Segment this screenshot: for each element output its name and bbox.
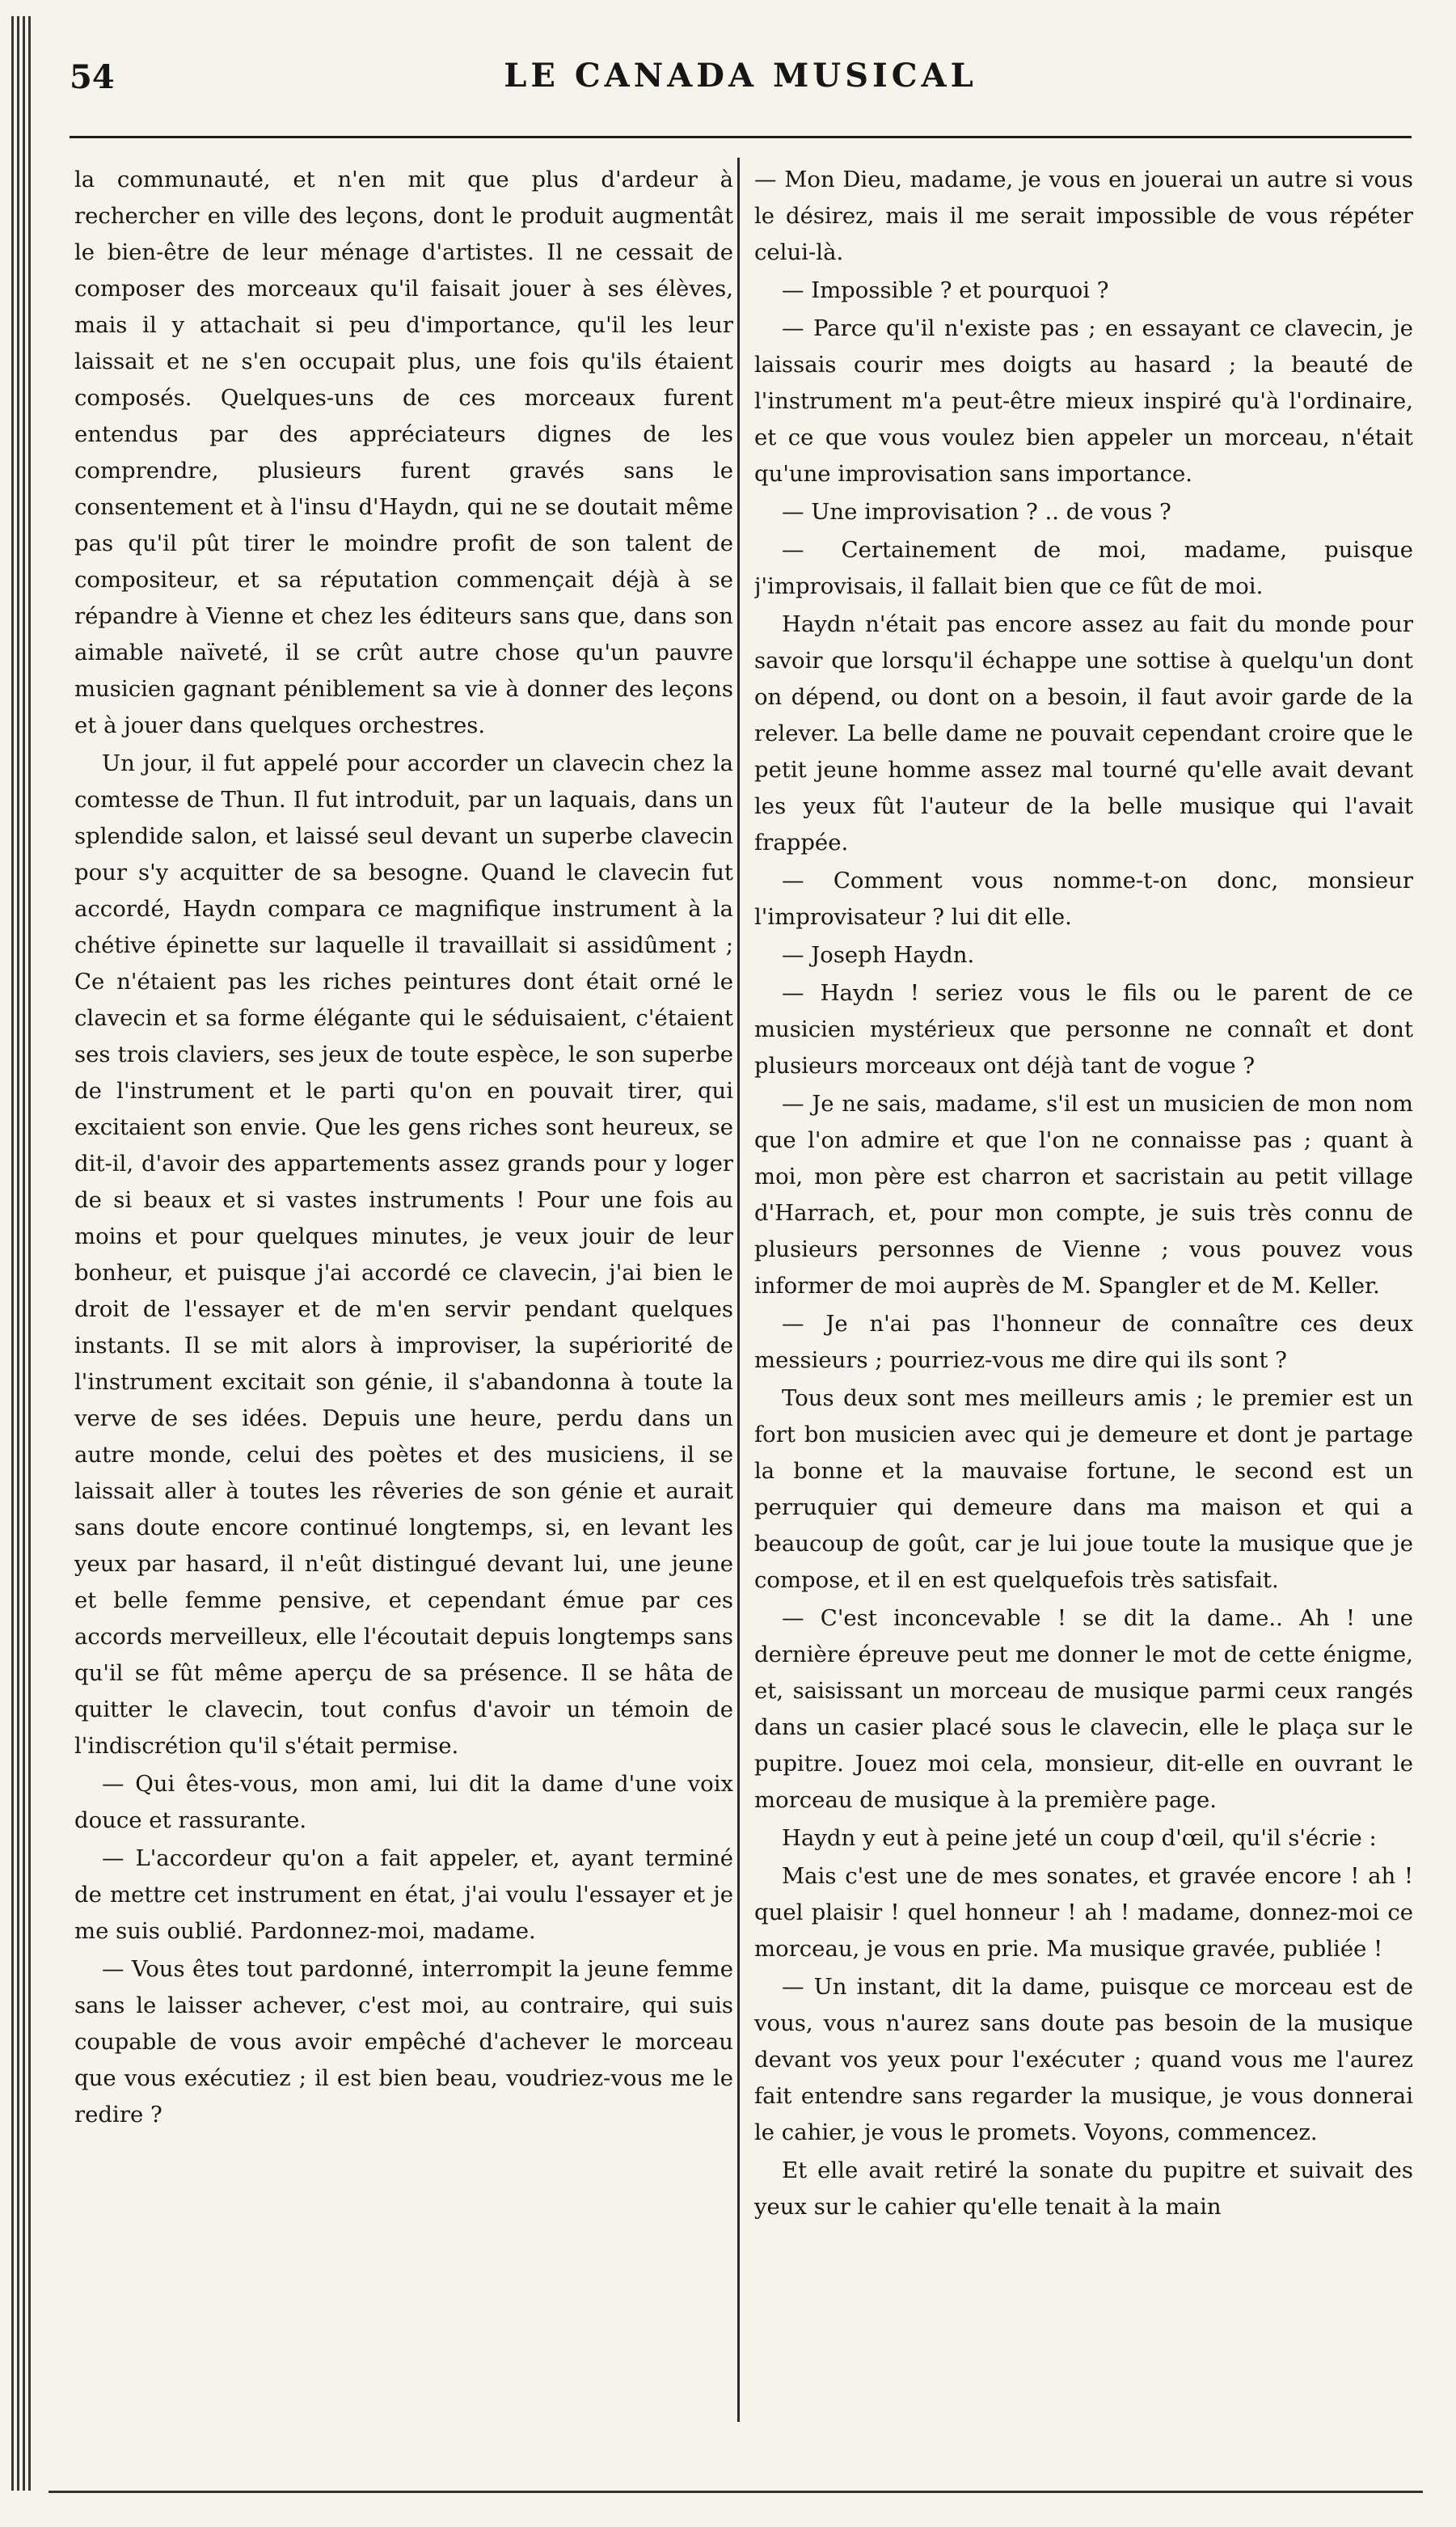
paragraph: Un jour, il fut appelé pour accorder un clavecin chez la comtesse de Thun. Il fut introduit, par un laquais, dans un splendide salon, et laissé seul devant un superbe clavecin pour s'y acquitter de sa besogne. Quand le clavecin fut accordé, Haydn compara ce magnifique instrument à la chétive épinette sur laquelle il travaillait si assidûment ; Ce n'étaient pas les riches peintures dont était orné le clavecin et sa forme élégante qui le séduisaient, c'étaient ses trois claviers, ses jeux de toute espèce, le son superbe de l'instrument et le parti qu'on en pouvait tirer, qui excitaient son envie. Que les gens riches sont heureux, se dit-il, d'avoir des appartements assez grands pour y loger de si beaux et si vastes instruments ! Pour une fois au moins et pour quelques minutes, je veux jouir de leur bonheur, et puisque j'ai accordé ce clavecin, j'ai bien le droit de l'essayer et de m'en servir pendant quelques instants. Il se mit alors à improviser, la supériorité de l'instrument excitait son génie, il s'abandonna à toute la verve de ses idées. Depuis une heure, perdu dans un autre monde, celui des poètes et des musiciens, il se laissait aller à toutes les rêveries de son génie et aurait sans doute encore continué longtemps, si, en levant les yeux par hasard, il n'eût distingué devant lui, une jeune et belle femme pensive, et cependant émue par ces accords merveilleux, elle l'écoutait depuis longtemps sans qu'il se fût même aperçu de sa présence. Il se hâta de quitter le clavecin, tout confus d'avoir un témoin de l'indiscrétion qu'il s'était permise. bbox=[74, 750, 733, 1759]
paragraph: — Je ne sais, madame, s'il est un musicien de mon nom que l'on admire et que l'on ne connaisse pas ; quant à moi, mon père est charron et sacristain au petit village d'Harrach, et, pour mon compte, je suis très connu de plusieurs personnes de Vienne ; vous pouvez vous informer de moi auprès de M. Spangler et de M. Keller. bbox=[754, 1091, 1413, 1299]
header-rule bbox=[70, 136, 1412, 138]
page-number: 54 bbox=[70, 58, 115, 96]
paragraph: — Parce qu'il n'existe pas ; en essayant ce clavecin, je laissais courir mes doigts au hasard ; la beauté de l'instrument m'a peut-être mieux inspiré qu'à l'ordinaire, et ce que vous voulez bien appeler un morceau, n'était qu'une improvisation sans importance. bbox=[754, 315, 1413, 487]
paragraph: — Une improvisation ? .. de vous ? bbox=[782, 499, 1171, 525]
paragraph: — L'accordeur qu'on a fait appeler, et, ayant terminé de mettre cet instrument en état, j'ai voulu l'essayer et je me suis oublié. Pardonnez-moi, madame. bbox=[74, 1845, 733, 1944]
page-header bbox=[70, 50, 1412, 115]
paragraph: — Mon Dieu, madame, je vous en jouerai un autre si vous le désirez, mais il me serait impossible de vous répéter celui-là. bbox=[754, 167, 1413, 265]
paragraph: Haydn y eut à peine jeté un coup d'œil, qu'il s'écrie : bbox=[782, 1825, 1377, 1851]
paragraph: Mais c'est une de mes sonates, et gravée encore ! ah ! quel plaisir ! quel honneur ! ah ! madame, donnez-moi ce morceau, je vous en prie. Ma musique gravée, publiée ! bbox=[754, 1863, 1413, 1962]
paragraph: — Certainement de moi, madame, puisque j'improvisais, il fallait bien que ce fût de moi. bbox=[754, 537, 1413, 599]
paragraph: — C'est inconcevable ! se dit la dame.. Ah ! une dernière épreuve peut me donner le mot de cette énigme, et, saisissant un morceau de musique parmi ceux rangés dans un casier placé sous le clavecin, elle le plaça sur le pupitre. Jouez moi cela, monsieur, dit-elle en ouvrant le morceau de musique à la première page. bbox=[754, 1605, 1413, 1813]
running-title: LE CANADA MUSICAL bbox=[504, 57, 977, 95]
right-column bbox=[754, 162, 1413, 2345]
paragraph: Haydn n'était pas encore assez au fait du monde pour savoir que lorsqu'il échappe une sottise à quelqu'un dont on dépend, ou dont on a besoin, il faut avoir garde de la relever. La belle dame ne pouvait cependant croire que le petit jeune homme assez mal tourné qu'elle avait devant les yeux fût l'auteur de la belle musique qui l'avait frappée. bbox=[754, 611, 1413, 856]
footer-rule bbox=[49, 2491, 1423, 2493]
column-divider bbox=[737, 158, 740, 2422]
paragraph: Tous deux sont mes meilleurs amis ; le premier est un fort bon musicien avec qui je demeure et dont je partage la bonne et la mauvaise fortune, le second est un perruquier qui demeure dans ma maison et qui a beaucoup de goût, car je lui joue toute la musique que je compose, et il en est quelquefois très satisfait. bbox=[754, 1385, 1413, 1593]
paragraph: — Qui êtes-vous, mon ami, lui dit la dame d'une voix douce et rassurante. bbox=[74, 1771, 733, 1833]
paragraph: — Vous êtes tout pardonné, interrompit la jeune femme sans le laisser achever, c'est moi, au contraire, qui suis coupable de vous avoir empêché d'achever le morceau que vous exécutiez ; il est bien beau, voudriez-vous me le redire ? bbox=[74, 1956, 733, 2128]
paragraph: Et elle avait retiré la sonate du pupitre et suivait des yeux sur le cahier qu'elle tenait à la main bbox=[754, 2157, 1413, 2220]
binding-edge bbox=[11, 16, 32, 2491]
left-column bbox=[74, 162, 733, 2345]
paragraph: — Haydn ! seriez vous le fils ou le parent de ce musicien mystérieux que personne ne connaît et dont plusieurs morceaux ont déjà tant de vogue ? bbox=[754, 980, 1413, 1079]
paragraph: — Je n'ai pas l'honneur de connaître ces deux messieurs ; pourriez-vous me dire qui ils sont ? bbox=[754, 1311, 1413, 1373]
paragraph: — Comment vous nomme-t-on donc, monsieur l'improvisateur ? lui dit elle. bbox=[754, 868, 1413, 930]
paragraph: — Joseph Haydn. bbox=[782, 942, 975, 968]
paragraph: — Impossible ? et pourquoi ? bbox=[782, 277, 1109, 303]
paragraph: la communauté, et n'en mit que plus d'ardeur à rechercher en ville des leçons, dont le produit augmentât le bien-être de leur ménage d'artistes. Il ne cessait de composer des morceaux qu'il faisait jouer à ses élèves, mais il y attachait si peu d'importance, qu'il les leur laissait et ne s'en occupait plus, une fois qu'ils étaient composés. Quelques-uns de ces morceaux furent entendus par des appréciateurs dignes de les comprendre, plusieurs furent gravés sans le consentement et à l'insu d'Haydn, qui ne se doutait même pas qu'il pût tirer le moindre profit de son talent de compositeur, et sa réputation commençait déjà à se répandre à Vienne et chez les éditeurs sans que, dans son aimable naïveté, il se crût autre chose qu'un pauvre musicien gagnant péniblement sa vie à donner des leçons et à jouer dans quelques orchestres. bbox=[74, 167, 733, 738]
paragraph: — Un instant, dit la dame, puisque ce morceau est de vous, vous n'aurez sans doute pas besoin de la musique devant vos yeux pour l'exécuter ; quand vous me l'aurez fait entendre sans regarder la musique, je vous donnerai le cahier, je vous le promets. Voyons, commencez. bbox=[754, 1974, 1413, 2145]
